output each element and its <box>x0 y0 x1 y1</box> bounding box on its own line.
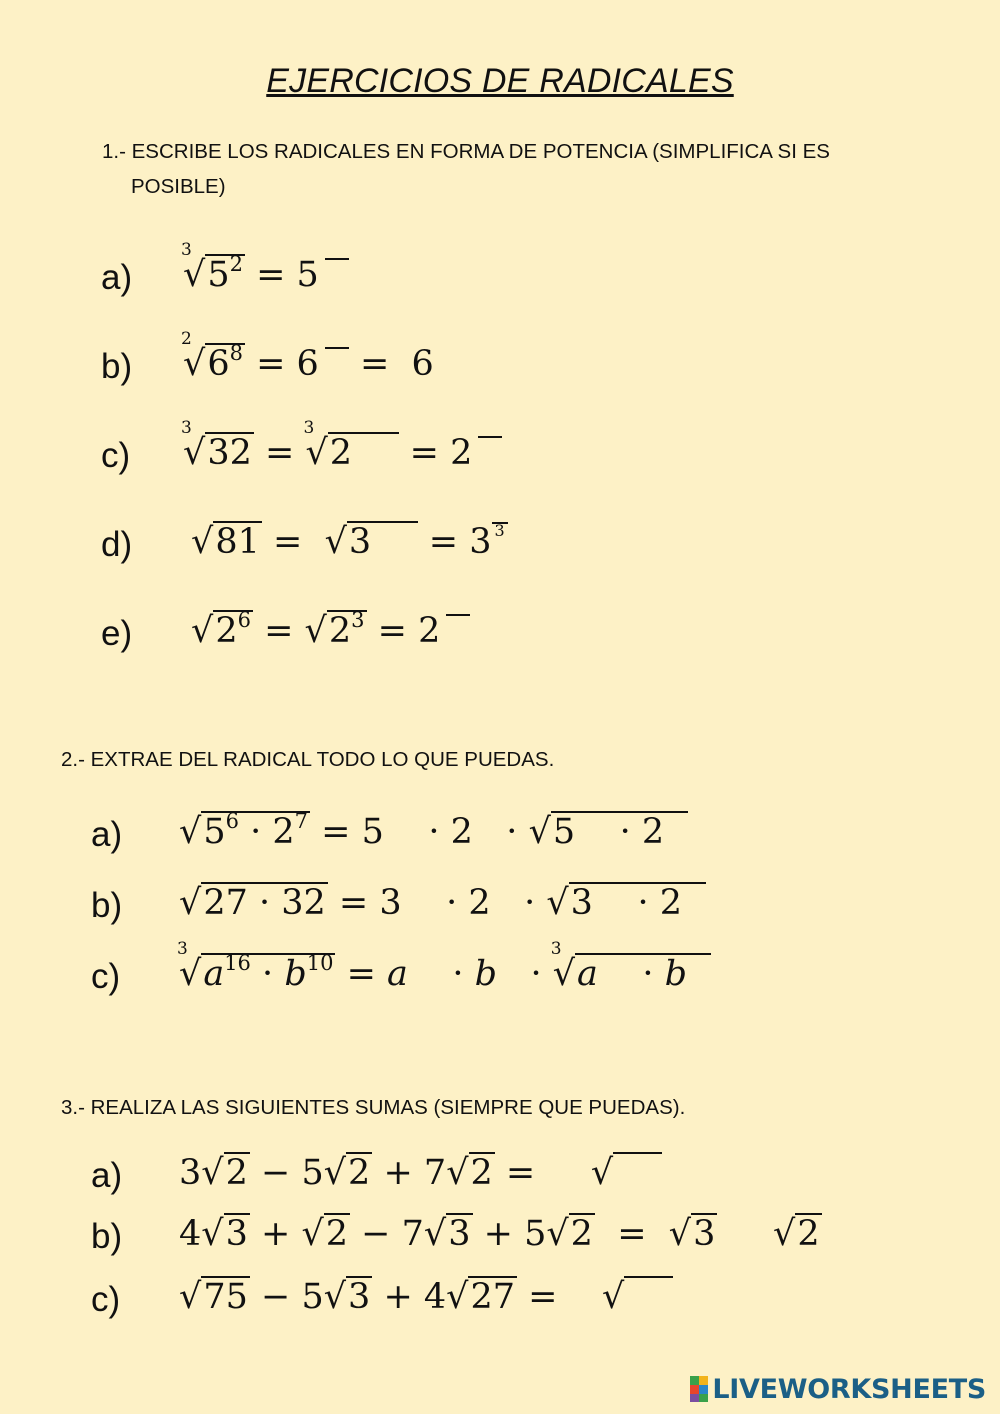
expression-2c: 3 $√a^{16} \cdot b^{10} = a$ · b · 3 √a · b <box>179 953 711 994</box>
section-1-instruction: 1.- ESCRIBE LOS RADICALES EN FORMA DE POTENCIA (SIMPLIFICA SI ES POSIBLE) <box>102 140 830 198</box>
liveworksheets-logo-icon <box>690 1376 708 1402</box>
expression-2a: $√5^6 \cdot 2^7 = 5$ · 2 · √5 · 2 <box>179 811 688 852</box>
expression-3c: √75 − 5√3 + 4√27 = √ <box>179 1276 673 1317</box>
liveworksheets-logo[interactable] <box>690 1374 986 1404</box>
expression-3a: 3√2 − 5√2 + 7√2 = √ <box>179 1152 662 1193</box>
expression-1c: 3 √32 = 3 √2 = 2 <box>183 432 502 473</box>
expression-1d: √81 = √3 = 3 3 <box>191 521 508 562</box>
expression-1b: 2 $√6^8 = 6 = 6$ <box>181 329 434 384</box>
expression-1e: $√2^6 = √2^3 = 2$ <box>191 610 470 651</box>
expression-2b: √27 · 32 = 3 · 2 · √3 · 2 <box>179 882 706 923</box>
liveworksheets-logo-text: LIVEWORKSHEETS <box>712 1373 986 1405</box>
section-3-instruction: 3.- REALIZA LAS SIGUIENTES SUMAS (SIEMPRE QUE PUEDAS). <box>61 1096 686 1119</box>
section-2-instruction: 2.- EXTRAE DEL RADICAL TODO LO QUE PUEDAS. <box>61 748 555 771</box>
expression-1a: 3 $√5^2 = 5$ <box>183 254 349 295</box>
page-title: EJERCICIOS DE RADICALES <box>266 62 734 100</box>
expression-3b: 4√3 + √2 − 7√3 + 5√2 = √3 √2 <box>179 1214 820 1254</box>
